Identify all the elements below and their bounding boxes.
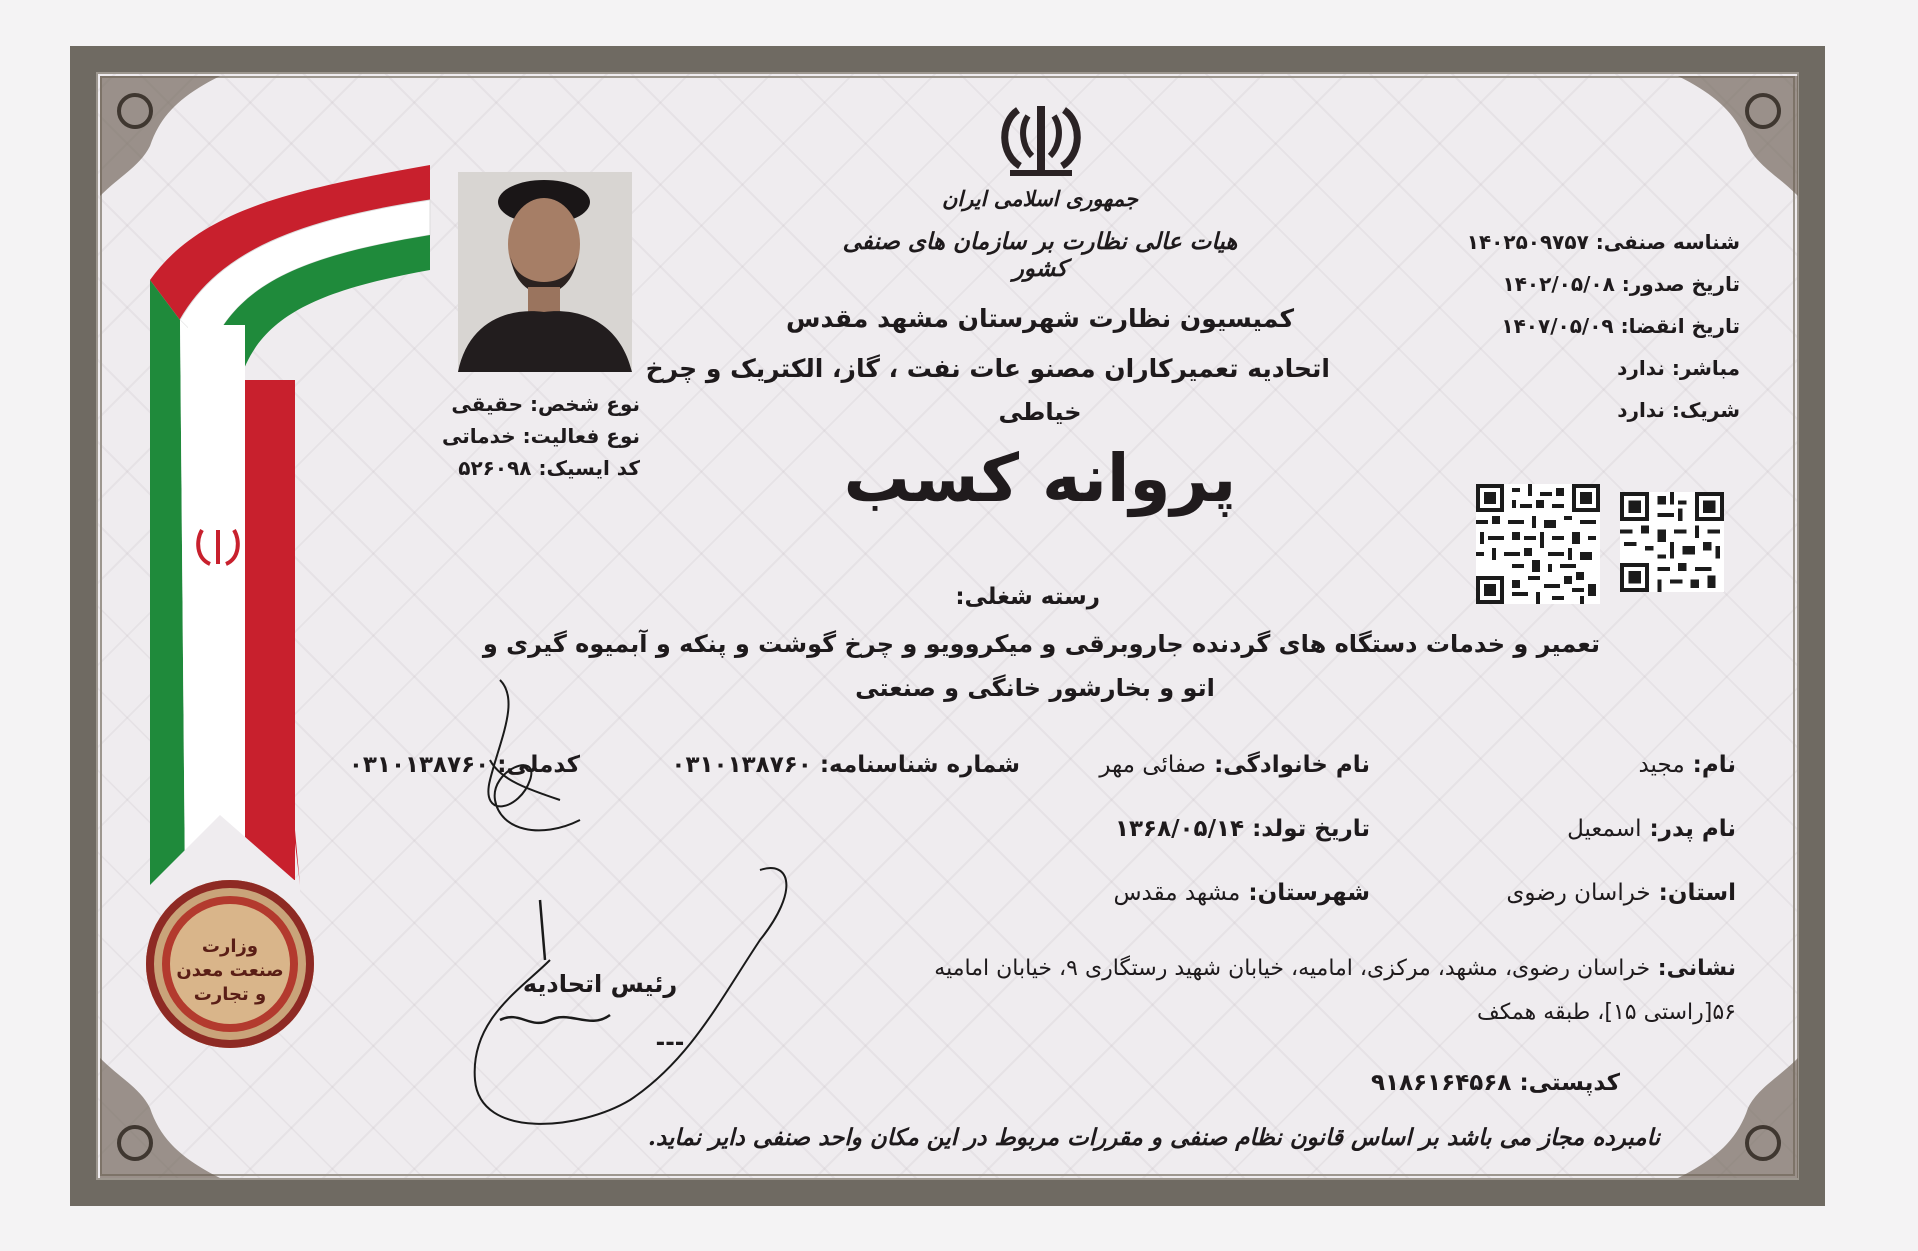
family-name-label: نام خانوادگی: [1214,752,1370,778]
expiry-date-label: تاریخ انقضا: [1620,314,1740,338]
city-label: شهرستان: [1248,880,1370,906]
address-line1: خراسان رضوی، مشهد، مرکزی، امامیه، خیابان شهید رستگاری ۹، خیابان امامیه [934,956,1651,981]
occupation-line2: اتو و بخارشور خانگی و صنعتی [855,674,1215,702]
city-row [1080,880,1370,906]
id-number-label: شماره شناسنامه: [819,752,1020,778]
postal-code-row [1280,1070,1620,1096]
seal-text: وزارت صنعت معدن و تجارت [176,936,284,1005]
first-name-value: مجید [1638,752,1685,778]
first-name-label: نام: [1692,752,1736,778]
certificate-title: پروانه کسب [843,440,1237,517]
occupation-label: رسته شغلی: [955,584,1100,610]
union-name-line1: اتحادیه تعمیرکاران مصنو عات نفت ، گاز، الکتریک و چرخ [645,354,1330,383]
commission-name: کمیسیون نظارت شهرستان مشهد مقدس [785,304,1295,333]
partner-value: ندارد [1617,398,1665,422]
issue-date-value: ۱۴۰۲/۰۵/۰۸ [1502,272,1615,296]
guild-id-value: ۱۴۰۲۵۰۹۷۵۷ [1466,230,1589,254]
footer-statement: نامبرده مجاز می باشد بر اساس قانون نظام صنفی و مقررات مربوط در این مکان واحد صنفی دایر نماید. [647,1124,1660,1151]
corner-ornament-bottom-right [1678,1058,1798,1178]
direct-manager-label: مباشر: [1671,356,1740,380]
province-row [1480,880,1736,906]
expiry-date-row [1440,314,1740,338]
signature-dashes: --- [655,1030,685,1056]
country-name: جمهوری اسلامی ایران [941,186,1139,211]
issue-date-label: تاریخ صدور: [1621,272,1740,296]
family-name-value: صفائی مهر [1099,752,1207,778]
partner-row [1440,398,1740,422]
isic-code-value: ۵۲۶۰۹۸ [458,456,532,480]
address-row [820,956,1736,981]
partner-label: شریک: [1671,398,1740,422]
province-value: خراسان رضوی [1506,880,1651,906]
isic-code-label: کد ایسیک: [538,456,640,480]
address-label: نشانی: [1657,956,1736,981]
handwritten-signatures [460,660,840,1160]
corner-ornament-top-right [1678,76,1798,196]
owner-photo [458,172,632,372]
birth-date-value: ۱۳۶۸/۰۵/۱۴ [1114,816,1245,842]
guild-id-label: شناسه صنفی: [1595,230,1740,254]
province-label: استان: [1658,880,1736,906]
family-name-row [1080,752,1370,778]
birth-date-row [1080,816,1370,842]
union-name-line2: خیاطی [998,398,1082,426]
flag-ribbon [140,150,440,900]
qr-code-large-icon [1476,484,1600,604]
birth-date-label: تاریخ تولد: [1252,816,1370,842]
person-type-value: حقیقی [451,392,523,416]
activity-type-label: نوع فعالیت: [522,424,640,448]
activity-type-value: خدماتی [442,424,516,448]
city-value: مشهد مقدس [1113,880,1241,906]
postal-code-label: کدپستی: [1519,1070,1620,1096]
national-code-value: ۰۳۱۰۱۳۸۷۶۰ [348,752,490,778]
father-name-row [1480,816,1736,842]
father-name-label: نام پدر: [1649,816,1736,842]
address-line2: ۵۶[راستی ۱۵]، طبقه همکف [1476,1000,1736,1025]
activity-type-row [390,424,640,448]
iran-emblem-icon [998,104,1084,178]
person-type-row [390,392,640,416]
ministry-seal [146,880,314,1048]
union-head-title: رئیس اتحادیه [522,970,678,998]
id-number-value: ۰۳۱۰۱۳۸۷۶۰ [671,752,812,778]
direct-manager-row [1440,356,1740,380]
postal-code-value: ۹۱۸۶۱۶۴۵۶۸ [1371,1070,1512,1096]
supervisory-board: هیات عالی نظارت بر سازمان های صنفی کشور [842,228,1238,282]
qr-code-small-icon [1620,492,1724,592]
expiry-date-value: ۱۴۰۷/۰۵/۰۹ [1501,314,1614,338]
isic-code-row [390,456,640,480]
issue-date-row [1440,272,1740,296]
father-name-value: اسمعیل [1567,816,1642,842]
guild-id-row [1440,230,1740,254]
corner-ornament-bottom-left [100,1058,220,1178]
direct-manager-value: ندارد [1617,356,1665,380]
person-type-label: نوع شخص: [529,392,640,416]
occupation-line1: تعمیر و خدمات دستگاه های گردنده جاروبرقی و میکروویو و چرخ گوشت و پنکه و آبمیوه گیری و [482,630,1600,658]
national-code-label: کدملی: [497,752,580,778]
first-name-row [1480,752,1736,778]
